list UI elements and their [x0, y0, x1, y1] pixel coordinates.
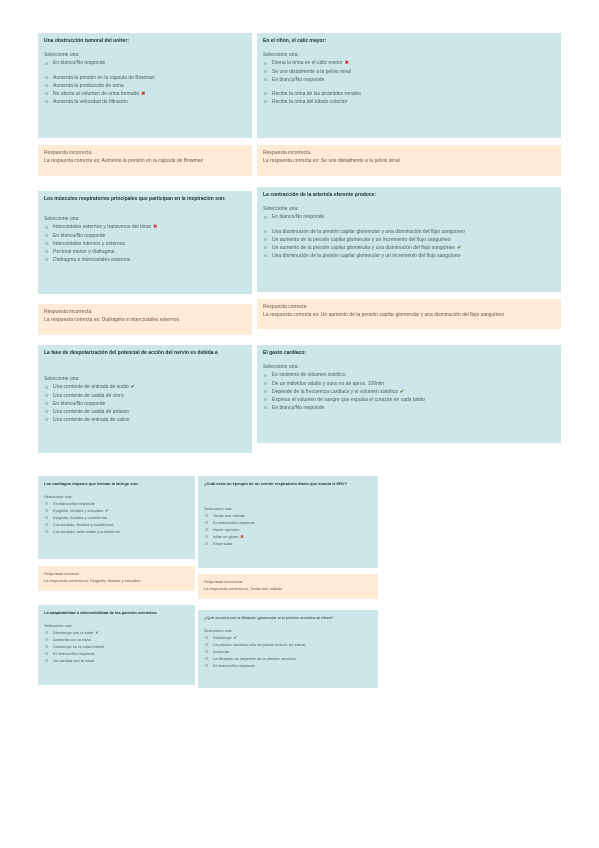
question-title: La fase de despolarización del potencial de acción del nervio es debida a: [44, 350, 218, 356]
answer-option[interactable]: Aumenta la presión en la cápsula de Bowman: [44, 74, 246, 82]
correct-icon: ✔: [399, 388, 405, 395]
answer-option[interactable]: Aumenta la velocidad de filtración: [44, 98, 246, 106]
question-card: [38, 191, 252, 294]
answer-option[interactable]: Recibe la orina de las pirámides renales: [263, 90, 555, 98]
incorrect-icon: ✖: [141, 91, 146, 98]
correct-icon: ✔: [233, 635, 238, 640]
question-card: [257, 345, 561, 443]
answer-option[interactable]: En blanco/No responde: [263, 76, 555, 84]
answer-option[interactable]: En blanco/No responde: [204, 519, 372, 526]
answer-option[interactable]: Epiglotis, tiroides y cricoides ✔: [44, 507, 189, 514]
answer-option[interactable]: En blanco/No responde: [44, 650, 189, 657]
incorrect-icon: ✖: [344, 60, 349, 67]
answer-option[interactable]: Un aumento de la presión capilar glomerular y un incremento del flujo sanguíneo: [263, 236, 555, 244]
answer-option[interactable]: Una corriente de salida de potasio: [44, 408, 246, 416]
select-label: Seleccione una:: [263, 364, 299, 371]
question-card: [198, 476, 378, 568]
answer-option[interactable]: Corniculado, tiroides y cuneiforme: [44, 521, 189, 528]
answer-option[interactable]: Intercostales internos y externos: [44, 240, 246, 248]
question-title: Los cartílagos impares que forman la laringe son:: [44, 481, 139, 486]
answer-option[interactable]: Una disminución de la presión capilar glomerular y un incremento del flujo sanguíneo: [263, 252, 555, 260]
question-card: [38, 476, 195, 559]
question-title: La contracción de la arteriola eferente produce:: [263, 192, 377, 198]
question-card: [38, 345, 252, 453]
answer-option[interactable]: Una corriente de salida de cloro: [44, 392, 246, 400]
feedback-box: [38, 145, 252, 176]
feedback-text: La respuesta correcta es: Epiglotis, tiroides y cricoides: [44, 578, 141, 583]
answer-option[interactable]: Diafragma e intercostales externos: [44, 256, 246, 264]
answer-option[interactable]: Disminuye en la edad infantil: [44, 643, 189, 650]
answer-option[interactable]: Recibe la orina del túbulo colector: [263, 98, 555, 106]
question-card: [198, 610, 378, 688]
feedback-box: [198, 574, 378, 599]
question-title: ¿Cuál sería un ejemplo de un evento respiratorio diario que simula el ERV?: [204, 481, 348, 486]
feedback-status: Respuesta incorrecta.: [44, 150, 93, 156]
answer-option[interactable]: En blanco/No responde: [44, 232, 246, 240]
answer-option[interactable]: Pectoral menor y diafragma: [44, 248, 246, 256]
answer-option[interactable]: En blanco/No responde: [263, 213, 555, 221]
question-title: En el riñón, el cáliz mayor:: [263, 38, 327, 44]
feedback-box: [257, 145, 561, 176]
answer-option[interactable]: Disminuye ✔: [204, 634, 372, 641]
answer-option[interactable]: La filtración no depende de la presión oncótica: [204, 655, 372, 662]
question-card: [257, 33, 561, 138]
answer-option[interactable]: Aumenta la producción de orina: [44, 82, 246, 90]
question-title: El gasto cardíaco:: [263, 350, 307, 356]
select-label: Seleccione una:: [44, 623, 73, 628]
feedback-status: Respuesta incorrecta.: [263, 150, 312, 156]
answer-option[interactable]: De un individuo adulto y sano es de aprox. 10l/min: [263, 380, 555, 388]
feedback-text: La respuesta correcta es: Un aumento de la presión capilar glomerular y una disminución del flujo sanguíneo: [263, 312, 504, 319]
feedback-box: [38, 566, 195, 591]
feedback-text: La respuesta correcta es: Todas son válidas: [204, 586, 282, 591]
question-card: [38, 605, 195, 685]
answer-option[interactable]: Hacer ejercicio: [204, 526, 372, 533]
answer-option[interactable]: No cambia con la edad: [44, 657, 189, 664]
select-label: Seleccione una:: [44, 376, 80, 383]
select-label: Seleccione una:: [44, 52, 80, 59]
answer-option[interactable]: Todas son válidas: [204, 512, 372, 519]
answer-option[interactable]: Se une distalmente a la pelvis renal: [263, 68, 555, 76]
answer-option[interactable]: Una corriente de entrada de calcio: [44, 416, 246, 424]
answer-option[interactable]: La presión oncótica sólo se puede reducir, no elevar: [204, 641, 372, 648]
answer-option[interactable]: Aumenta: [204, 648, 372, 655]
select-label: Seleccione una:: [263, 206, 299, 213]
select-label: Seleccione una:: [44, 216, 80, 223]
select-label: Seleccione una:: [44, 494, 73, 499]
answer-option[interactable]: Una disminución de la presión capilar glomerular y una disminución del flujo sanguíneo: [263, 228, 555, 236]
question-card: [257, 187, 561, 292]
select-label: Seleccione una:: [263, 52, 299, 59]
answer-option[interactable]: Disminuye con la edad ✔: [44, 629, 189, 636]
answer-option[interactable]: Una corriente de entrada de sodio ✔: [44, 383, 246, 391]
feedback-box: [257, 299, 561, 329]
answer-option[interactable]: Epiglotis, tiroides y cuneiforme: [44, 514, 189, 521]
answer-option[interactable]: En blanco/No responde: [44, 400, 246, 408]
feedback-status: Respuesta correcta: [44, 571, 79, 576]
answer-option[interactable]: En blanco/No responde: [44, 59, 246, 67]
feedback-text: La respuesta correcta es: Aumenta la presión en la cápsula de Bowman: [44, 158, 204, 165]
feedback-status: Respuesta incorrecta.: [44, 309, 93, 315]
answer-option[interactable]: Un aumento de la presión capilar glomerular y una disminución del flujo sanguíneo ✔: [263, 244, 555, 252]
answer-option[interactable]: Intercostales externos y transverso del tórax ✖: [44, 223, 246, 231]
answer-option[interactable]: Es sinónimo de volumen sistólico: [263, 371, 555, 379]
question-title: La adaptabilidad o distensibilidad de las paredes arteriales:: [44, 610, 158, 615]
answer-option[interactable]: En blanco/No responde: [263, 404, 555, 412]
answer-option[interactable]: Aumenta con la edad: [44, 636, 189, 643]
question-title: Una obstrucción tumoral del uréter:: [44, 38, 130, 44]
answer-option[interactable]: Estornudar: [204, 540, 372, 547]
select-label: Seleccione una:: [204, 628, 233, 633]
question-card: [38, 33, 252, 138]
question-title: ¿Qué ocurrirá con la filtración glomerular si la presión oncótica se eleva?: [204, 615, 334, 620]
feedback-box: [38, 304, 252, 335]
feedback-text: La respuesta correcta es: Se une distalmente a la pelvis renal: [263, 158, 400, 165]
answer-option[interactable]: No afecta al volumen de orina formado ✖: [44, 90, 246, 98]
answer-option[interactable]: Expresa el volumen de sangre que expulsa el corazón en cada latido: [263, 396, 555, 404]
answer-option[interactable]: En blanco/No responde: [204, 662, 372, 669]
correct-icon: ✔: [457, 245, 462, 252]
answer-option[interactable]: En blanco/No responde: [44, 500, 189, 507]
answer-option[interactable]: Corniculado, aritenoides y cuneiforme: [44, 528, 189, 535]
feedback-text: La respuesta correcta es: Diafragma e intercostales externos: [44, 317, 180, 324]
feedback-status: Respuesta correcta: [263, 304, 307, 310]
incorrect-icon: ✖: [240, 534, 244, 539]
correct-icon: ✔: [105, 508, 109, 513]
incorrect-icon: ✖: [153, 224, 158, 231]
select-label: Seleccione una:: [204, 506, 233, 511]
answer-option[interactable]: Drena la orina en el cáliz menor ✖: [263, 59, 555, 67]
correct-icon: ✔: [130, 384, 135, 391]
question-title: Los músculos respiratorios principales que participan en la inspiración son:: [44, 196, 226, 202]
answer-option[interactable]: Inflar un globo ✖: [204, 533, 372, 540]
correct-icon: ✔: [95, 630, 99, 635]
answer-option[interactable]: Depende de la frecuencia cardiaca y el volumen sistólico ✔: [263, 388, 555, 396]
feedback-status: Respuesta incorrecta.: [204, 579, 243, 584]
